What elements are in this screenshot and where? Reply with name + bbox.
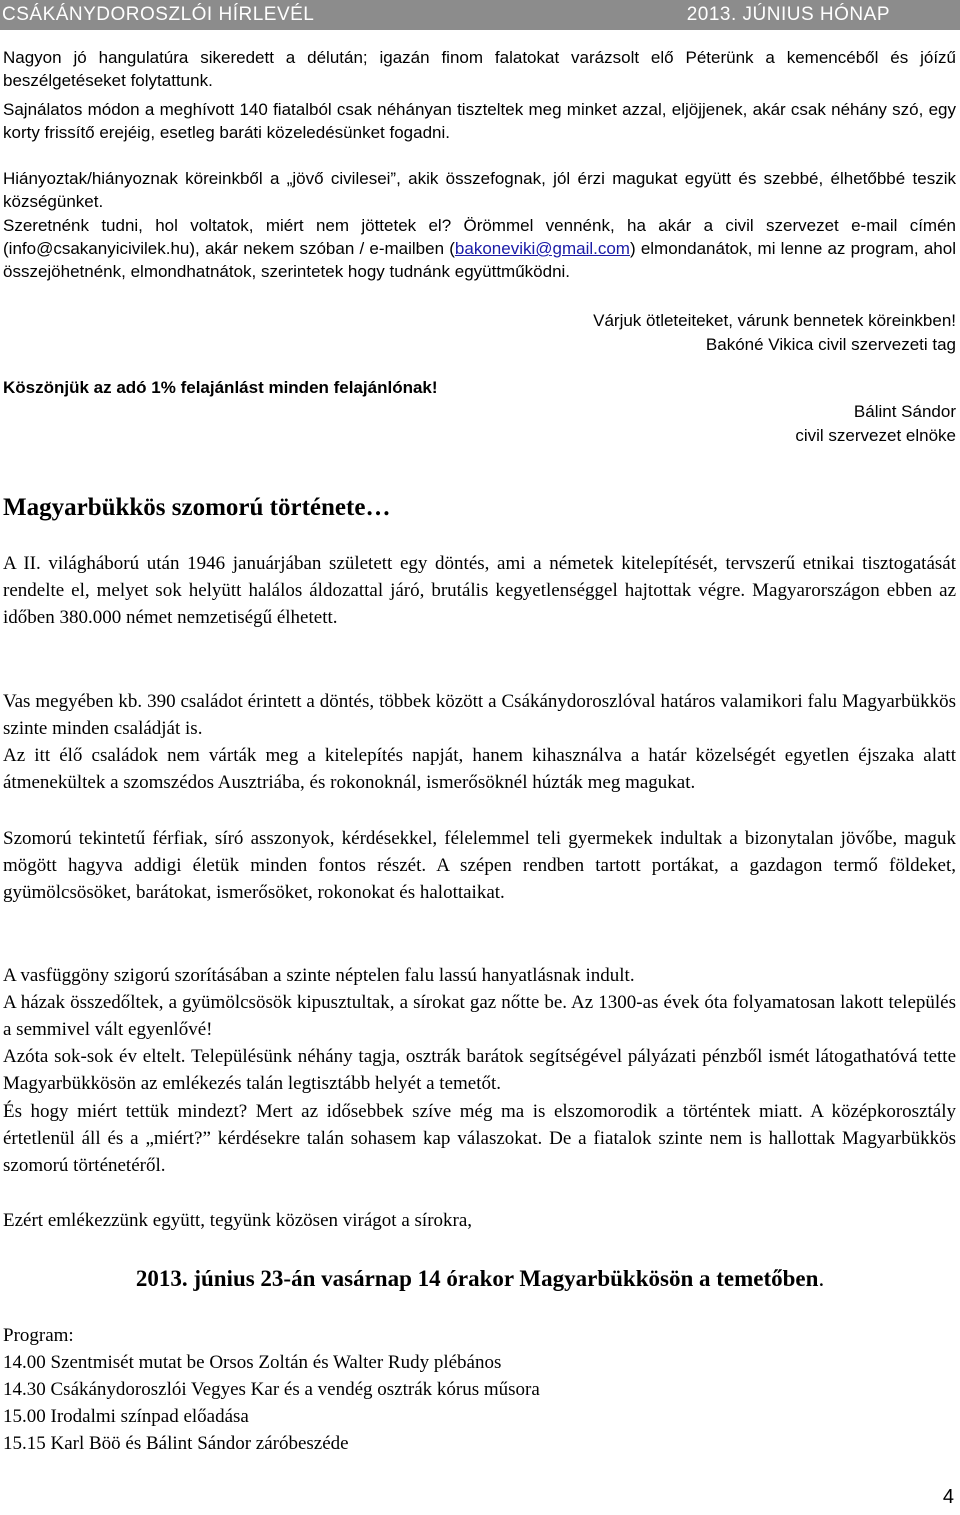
intro-paragraph-4-end: ) elmondanátok, mi lenne az program, ahol összejöhetnénk, elmondhatnátok, szerintetek hogy tudnánk együttműködni.	[3, 239, 956, 281]
program-item: 15.15 Karl Böö és Bálint Sándor záróbeszéde	[3, 1433, 349, 1454]
article-paragraph-3: Az itt élő családok nem várták meg a kitelepítés napját, hanem kihasználva a határ közelségét egyetlen éjszaka alatt átmenekültek a szomszédos Ausztriába, és rokonoknál, ismerősöknél húzták meg magukat.	[3, 745, 956, 793]
program-label: Program:	[3, 1325, 74, 1346]
thanks-note: Köszönjük az adó 1% felajánlást minden felajánlónak!	[3, 378, 438, 397]
page-number: 4	[942, 1486, 954, 1508]
signoff-name: Bálint Sándor	[853, 402, 956, 421]
newsletter-title: CSÁKÁNYDOROSZLÓI HÍRLEVÉL	[2, 4, 315, 25]
intro-paragraph-1: Nagyon jó hangulatúra sikeredett a délután; igazán finom falatokat varázsolt elő Péterünk a kemencéből és jóízű beszélgetéseket folytattunk.	[3, 48, 956, 90]
article-paragraph-1: A II. világháború után 1946 januárjában született egy döntés, ami a németek kitelepítését, tervszerű etnikai tisztogatását rendelte el, melyet sok helyütt halálos áldozattal járó, brutális kegyetlenséggel hajtottak végre. Magyarországon ebben az időben 380.000 német nemzetiségű élhetett.	[3, 553, 956, 628]
event-period: .	[818, 1266, 825, 1291]
article-paragraph-7: Azóta sok-sok év eltelt. Településünk néhány tagja, osztrák barátok segítségével pályázati pénzből ismét látogathatóvá tette Magyarbükkösön az emlékezés talán legtisztább helyét a temetőt.	[3, 1046, 956, 1094]
email-link[interactable]: bakoneviki@gmail.com	[454, 239, 630, 258]
article-paragraph-6: A házak összedőltek, a gyümölcsösök kipusztultak, a sírokat gaz nőtte be. Az 1300-as évek óta folyamatosan lakott település a semmivel vált egyenlővé!	[3, 992, 956, 1040]
issue-date: 2013. JÚNIUS HÓNAP	[686, 4, 890, 25]
signoff-invite: Várjuk ötleteiteket, várunk bennetek köreinkben!	[593, 311, 956, 330]
program-item: 14.00 Szentmisét mutat be Orsos Zoltán és Walter Rudy plébános	[3, 1352, 502, 1373]
intro-paragraph-2: Sajnálatos módon a meghívott 140 fiatalból csak néhányan tiszteltek meg minket azzal, eljöjjenek, akár csak néhány szó, egy korty frissítő erejéig, esetleg baráti közeledésünket fogadni.	[3, 100, 956, 142]
signoff-role: civil szervezet elnöke	[795, 426, 956, 445]
article-paragraph-9: Ezért emlékezzünk együtt, tegyünk közösen virágot a sírokra,	[3, 1210, 473, 1231]
intro-paragraph-3: Hiányoztak/hiányoznak köreinkből a „jövő civilesei”, akik összefognak, jól érzi magukat együtt és szebbé, élhetőbbé teszik községünket.	[3, 169, 956, 211]
signoff-author: Bakóné Vikica civil szervezeti tag	[705, 335, 956, 354]
article-paragraph-8: És hogy miért tettük mindezt? Mert az idősebbek szíve még ma is elszomorodik a történtek miatt. A középkorosztály értetlenül áll és a „miért?” kérdésekre talán sohasem kap válaszokat. De a fiatalok szinte nem is hallottak Magyarbükkös szomorú történetéről.	[3, 1101, 956, 1176]
intro-paragraph-4-start: Szeretnénk tudni, hol voltatok, miért nem jöttetek el? Örömmel vennénk, ha akár a civil szervezet e-mail címén (info@csakanyicivilek.hu), akár nekem szóban / e-mailben (	[3, 216, 956, 258]
article-paragraph-4: Szomorú tekintetű férfiak, síró asszonyok, kérdésekkel, félelemmel teli gyermekek indultak a bizonytalan jövőbe, maguk mögött hagyva addigi életük minden fontos részét. A szépen rendben tartott portákat, a gazdagon termő földeket, gyümölcsösöket, barátokat, ismerősöket, rokonokat és halottaikat.	[3, 828, 956, 903]
article-title: Magyarbükkös szomorú története…	[3, 494, 391, 521]
program-item: 14.30 Csákánydoroszlói Vegyes Kar és a vendég osztrák kórus műsora	[3, 1379, 540, 1400]
program-item: 15.00 Irodalmi színpad előadása	[3, 1406, 249, 1427]
newsletter-header	[0, 0, 960, 30]
article-paragraph-5: A vasfüggöny szigorú szorításában a szinte néptelen falu lassú hanyatlásnak indult.	[3, 965, 635, 986]
article-paragraph-2: Vas megyében kb. 390 családot érintett a döntés, többek között a Csákánydoroszlóval határos valamikori falu Magyarbükkös szinte minden családját is.	[3, 691, 956, 739]
intro-paragraph-4	[3, 214, 956, 283]
event-date-place: 2013. június 23-án vasárnap 14 órakor Magyarbükkösön a temetőben	[135, 1266, 819, 1291]
event-announcement	[0, 1266, 960, 1292]
